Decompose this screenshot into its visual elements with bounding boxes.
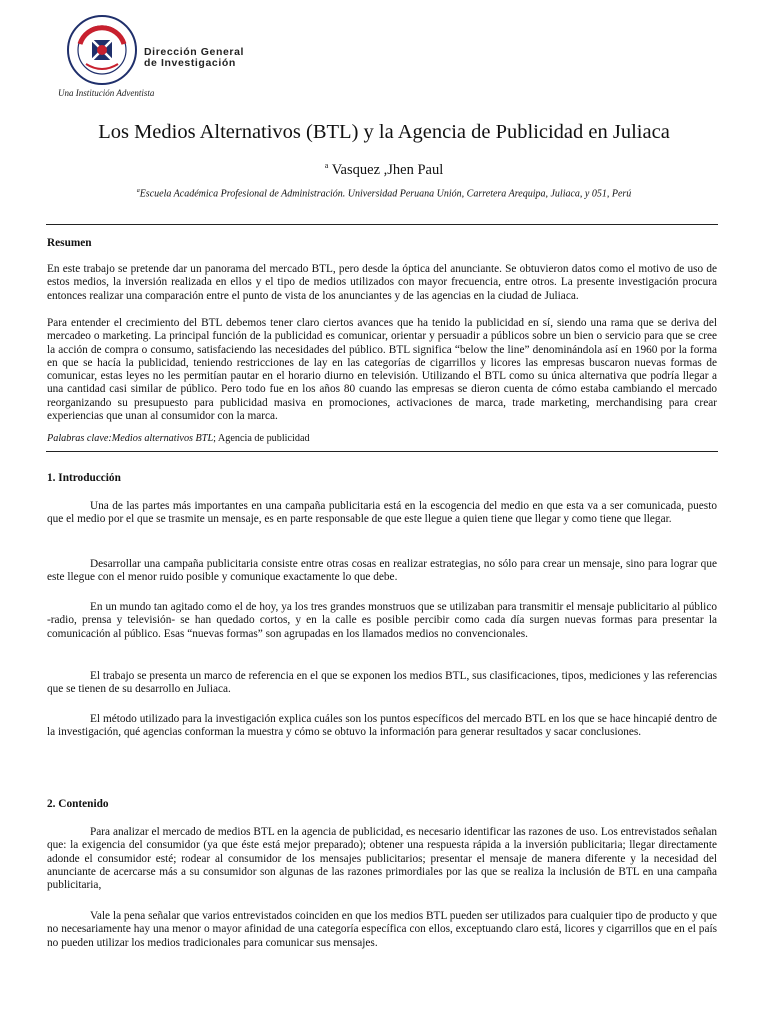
section-content-heading bbox=[47, 798, 717, 811]
university-seal-logo bbox=[66, 14, 138, 86]
abstract-text-1: En este trabajo se pretende dar un panorama del mercado BTL, pero desde la óptica del anunciante. Se obtuvieron datos como el motivo de uso de estos medios, la inversión realizada en ellos y el tipo de medios utilizados con mayor frecuencia, entre otros. La presente investigación procura entonces realizar una comparación entre el punto de vista de los anunciantes y de las agencias en la ciudad de Juliaca. bbox=[47, 263, 717, 302]
affiliation-text: Escuela Académica Profesional de Administración. Universidad Peruana Unión, Carretera Arequipa, Juliaca, y 051, Perú bbox=[139, 188, 632, 200]
content-paragraph-1 bbox=[47, 826, 717, 892]
abstract-text-2: Para entender el crecimiento del BTL debemos tener claro ciertos avances que ha tenido la publicidad en sí, siendo una rama que se deriva del mercadeo o marketing. La principal función de la publicidad es comunicar, orientar y persuadir a públicos sobre un bien o servicio para que se cree la acción de compra o consumo, satisfaciendo las necesidades del público. BTL significa “below the line” denominándola así en 1960 por la forma en que se hacía la publicidad, teniendo restricciones de lay en las categorías de cigarrillos y licores las empresas buscaron nuevas formas de comunicar, estas leyes no les permitían pautar en el horario diurno en televisión. Utilizando el BTL como su única alternativa que podría llegar a una cantidad casi similar de público. Pero todo fue en los años 80 cuando las empresas se dieron cuenta de cómo estaba cambiando el mercado reorganizando su presupuesto para publicidad masiva en promociones, activaciones de marca, trade marketing, merchandising para crear experiencias que unan al consumidor con la marca. bbox=[47, 317, 717, 423]
intro-paragraph-2 bbox=[47, 558, 717, 585]
institution-header bbox=[56, 10, 356, 102]
intro-text-3: En un mundo tan agitado como el de hoy, ya los tres grandes monstruos que se utilizaban para transmitir el mensaje publicitario al público -radio, prensa y televisión- se han quedado cortos, y en la calle es posible percibir como cada día surgen nuevas formas para presentar la comunicación al público. Esas “nuevas formas” son agrupadas en los llamados medios no convencionales. bbox=[47, 601, 717, 640]
author-name: Vasquez ,Jhen Paul bbox=[331, 161, 444, 178]
paper-affiliation bbox=[0, 188, 768, 199]
content-text-1: Para analizar el mercado de medios BTL en la agencia de publicidad, es necesario identificar las razones de uso. Los entrevistados señalan que: la exigencia del consumidor (ya que éste está mejor preparado); obtener una respuesta rápida a la inversión publicitaria; llegar directamente adonde el consumidor esté; rodear al consumidor de los mensajes publicitarios; presentar el mensaje de manera diferente y la necesidad del anunciante de acercarse más a su consumidor son algunas de las razones primordiales por las que se realiza la inclusión de BTL en una campaña publicitaria, bbox=[47, 826, 717, 892]
institution-name bbox=[144, 47, 244, 69]
keywords bbox=[47, 432, 717, 445]
intro-text-5: El método utilizado para la investigación explica cuáles son los puntos específicos del mercado BTL en los que se hace hincapié dentro de la investigación, qué agencias conforman la muestra y cómo se obtuvo la información para generar resultados y sacar conclusiones. bbox=[47, 713, 717, 739]
intro-paragraph-4 bbox=[47, 670, 717, 697]
abstract-paragraph-2 bbox=[47, 317, 717, 423]
intro-heading-text: 1. Introducción bbox=[47, 472, 121, 484]
intro-text-1: Una de las partes más importantes en una campaña publicitaria está en la escogencia del medio en que esta va a ser comunicada, puesto que el medio por el que se trasmite un mensaje, es en parte responsable de que este llegue a quien tiene que llegar y como tiene que llegar. bbox=[47, 500, 717, 526]
institution-line-1: Dirección General bbox=[144, 46, 245, 58]
keywords-italic: Medios alternativos BTL bbox=[111, 433, 214, 444]
abstract-bottom-rule bbox=[46, 451, 718, 452]
intro-paragraph-5 bbox=[47, 713, 717, 740]
institution-line-2: de Investigación bbox=[144, 57, 236, 69]
paper-title: Los Medios Alternativos (BTL) y la Agencia de Publicidad en Juliaca bbox=[98, 121, 670, 143]
abstract-heading bbox=[47, 237, 717, 250]
content-text-2: Vale la pena señalar que varios entrevistados coinciden en que los medios BTL pueden ser utilizados para cualquier tipo de producto y que no necesariamente hay una menor o mayor afinidad de una categoría específica con ellos, exceptuando claro está, licores y cigarrillos que en el país no pueden utilizar los medios tradicionales para comunicar sus mensajes. bbox=[47, 910, 717, 949]
intro-paragraph-3 bbox=[47, 601, 717, 641]
institution-motto: Una Institución Adventista bbox=[58, 88, 155, 98]
abstract-paragraph-1 bbox=[47, 263, 717, 303]
content-heading-text: 2. Contenido bbox=[47, 798, 109, 810]
keywords-label: Palabras clave: bbox=[47, 433, 112, 444]
author-marker: a bbox=[324, 161, 329, 170]
content-paragraph-2 bbox=[47, 910, 717, 950]
intro-paragraph-1 bbox=[47, 500, 717, 527]
abstract-top-rule bbox=[46, 224, 718, 225]
abstract-heading-text: Resumen bbox=[47, 237, 92, 249]
intro-text-2: Desarrollar una campaña publicitaria consiste entre otras cosas en realizar estrategias, no sólo para crear un mensaje, sino para lograr que este llegue con el menor ruido posible y comunique exactamente lo que debe. bbox=[47, 558, 717, 584]
intro-text-4: El trabajo se presenta un marco de referencia en el que se exponen los medios BTL, sus clasificaciones, tipos, mediciones y las referencias que se tienen de su desarrollo en Juliaca. bbox=[47, 670, 717, 696]
keywords-rest: ; Agencia de publicidad bbox=[213, 433, 310, 444]
section-introduction-heading bbox=[47, 472, 717, 485]
affiliation-marker: a bbox=[136, 188, 140, 194]
paper-author bbox=[0, 161, 768, 179]
